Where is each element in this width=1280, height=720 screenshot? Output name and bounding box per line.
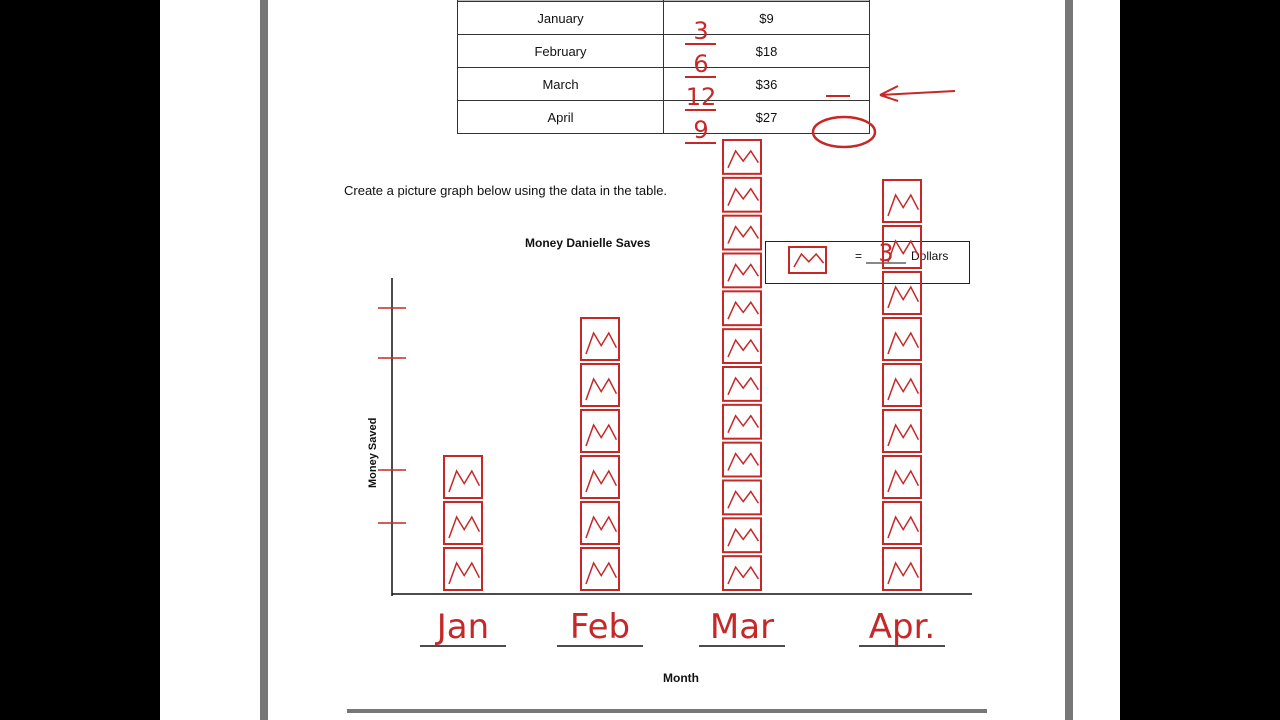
- picture-scribble: [888, 517, 918, 538]
- month-cell: January: [458, 2, 664, 35]
- money-cell: $36: [664, 68, 870, 101]
- graph-picture: [723, 518, 761, 552]
- picture-scribble: [728, 227, 758, 244]
- graph-picture: [444, 456, 482, 498]
- graph-picture: [723, 254, 761, 288]
- picture-scribble: [728, 340, 758, 357]
- x-axis-label: Month: [663, 671, 699, 685]
- graph-picture: [723, 405, 761, 439]
- graph-picture: [723, 216, 761, 250]
- money-cell: $9: [664, 2, 870, 35]
- picture-scribble: [728, 567, 758, 584]
- month-cell: April: [458, 101, 664, 134]
- graph-picture: [723, 178, 761, 212]
- graph-picture: [883, 318, 921, 360]
- left-letterbox: [0, 0, 160, 720]
- worksheet-page: [160, 0, 1120, 720]
- picture-scribble: [449, 563, 479, 584]
- handwritten-count: 9: [693, 116, 709, 144]
- picture-scribble: [888, 195, 918, 216]
- money-cell: $27: [664, 101, 870, 134]
- picture-scribble: [586, 517, 616, 538]
- month-label: Feb: [569, 607, 631, 647]
- picture-scribble: [888, 425, 918, 446]
- picture-scribble: [728, 416, 758, 433]
- graph-picture: [581, 410, 619, 452]
- graph-picture: [723, 481, 761, 515]
- handwritten-count: 6: [693, 50, 709, 78]
- key-value: 3: [878, 239, 894, 267]
- key-unit: Dollars: [911, 249, 949, 263]
- picture-scribble: [728, 302, 758, 319]
- graph-picture: [883, 548, 921, 590]
- instruction-text: Create a picture graph below using the data in the table.: [344, 183, 668, 198]
- picture-scribble: [586, 333, 616, 354]
- circle-mark: [813, 117, 875, 147]
- graph-picture: [883, 180, 921, 222]
- graph-title: Money Danielle Saves: [525, 236, 651, 250]
- money-cell: $18: [664, 35, 870, 68]
- graph-picture: [444, 502, 482, 544]
- picture-scribble: [728, 378, 758, 395]
- picture-scribble: [449, 517, 479, 538]
- graph-picture: [723, 556, 761, 590]
- right-letterbox: [1120, 0, 1280, 720]
- graph-picture: [444, 548, 482, 590]
- picture-scribble: [728, 151, 758, 168]
- handwritten-count: 3: [693, 17, 709, 45]
- picture-scribble: [449, 471, 479, 492]
- picture-scribble: [728, 529, 758, 546]
- picture-scribble: [794, 254, 824, 267]
- picture-scribble: [586, 379, 616, 400]
- graph-picture: [723, 291, 761, 325]
- graph-ink-layer: [160, 0, 1120, 720]
- graph-picture: [581, 502, 619, 544]
- y-axis-label: Money Saved: [367, 417, 379, 488]
- month-label: Mar: [709, 607, 775, 647]
- graph-picture: [723, 443, 761, 477]
- picture-scribble: [586, 563, 616, 584]
- graph-picture: [581, 318, 619, 360]
- key-picture-icon: [789, 247, 826, 273]
- picture-scribble: [728, 264, 758, 281]
- graph-picture: [723, 367, 761, 401]
- picture-scribble: [888, 287, 918, 308]
- handwritten-count: 12: [685, 83, 717, 111]
- picture-scribble: [888, 563, 918, 584]
- graph-picture: [723, 329, 761, 363]
- month-label: Jan: [436, 607, 490, 647]
- graph-picture: [723, 140, 761, 174]
- graph-picture: [581, 364, 619, 406]
- graph-picture: [883, 502, 921, 544]
- picture-scribble: [728, 491, 758, 508]
- picture-scribble: [888, 333, 918, 354]
- graph-picture: [581, 548, 619, 590]
- key-equals: =: [855, 249, 863, 263]
- picture-scribble: [888, 379, 918, 400]
- graph-picture: [581, 456, 619, 498]
- picture-scribble: [586, 471, 616, 492]
- month-cell: March: [458, 68, 664, 101]
- arrow-icon: [880, 86, 955, 101]
- graph-picture: [883, 272, 921, 314]
- month-label: Apr.: [868, 607, 936, 647]
- month-cell: February: [458, 35, 664, 68]
- picture-scribble: [728, 189, 758, 206]
- picture-scribble: [728, 454, 758, 471]
- picture-scribble: [586, 425, 616, 446]
- graph-picture: [883, 410, 921, 452]
- graph-picture: [883, 364, 921, 406]
- handwriting-layer: [378, 17, 955, 647]
- picture-scribble: [888, 471, 918, 492]
- graph-picture: [883, 456, 921, 498]
